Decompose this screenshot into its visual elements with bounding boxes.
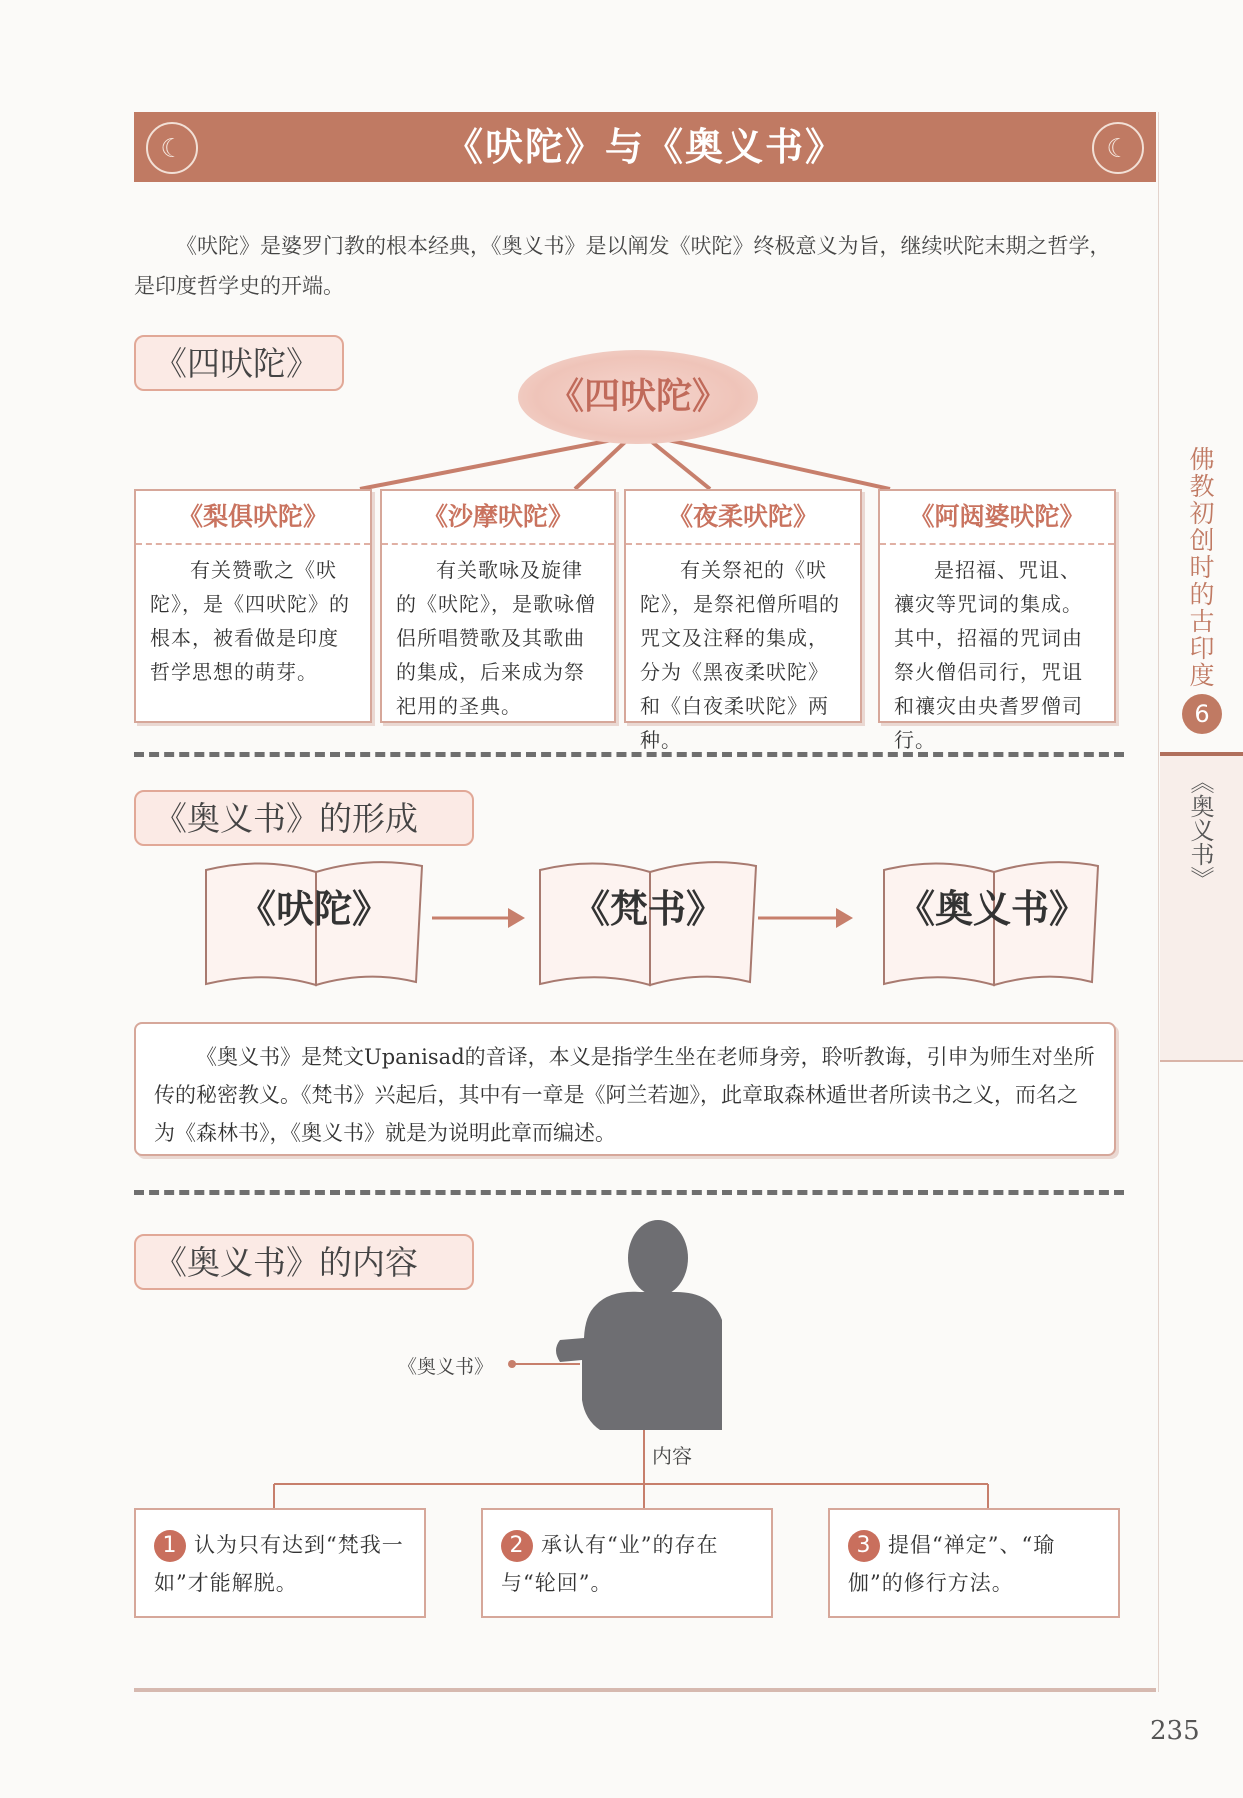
veda-card-yajur [624,489,862,752]
veda-card-sama [380,489,616,723]
book-veda [206,858,422,988]
content-card-text: 承认有“业”的存在与“轮回”。 [501,1533,719,1595]
content-card-2 [481,1508,773,1618]
section-label-four-vedas: 《四吠陀》 [134,335,344,391]
side-chapter-title: 佛教初创时的古印度 [1186,446,1215,689]
lotus-moon-icon: ☾ [146,122,198,174]
four-vedas-center-oval: 《四吠陀》 [518,350,758,444]
arrow-right-icon [836,908,853,928]
veda-card-desc: 有关歌咏及旋律的《吠陀》，是歌咏僧侣所唱赞歌及其歌曲的集成，后来成为祭祀用的圣典。 [396,558,596,718]
lotus-moon-icon: ☾ [1092,122,1144,174]
section-label-contents: 《奥义书》的内容 [134,1234,474,1290]
book-title: 《吠陀》 [237,887,390,931]
content-card-text: 认为只有达到“梵我一如”才能解脱。 [154,1533,404,1595]
reader-silhouette-icon [556,1220,722,1430]
side-section-title: 《奥义书》 [1186,770,1214,890]
banner-title: 《吠陀》与《奥义书》 [444,125,845,169]
content-card-1 [134,1508,426,1618]
connector-line [575,442,625,489]
veda-card-title: 《夜柔吠陀》 [626,491,860,545]
arrow-right-icon [508,908,525,928]
branch-label: 内容 [652,1444,692,1468]
content-card-3 [828,1508,1120,1618]
figure-label: 《奥义书》 [398,1356,494,1378]
book-upanishad [884,858,1100,988]
book-brahmana [540,858,756,988]
number-badge: 3 [848,1530,880,1562]
veda-card-title: 《梨俱吠陀》 [136,491,370,545]
number-badge: 2 [501,1530,533,1562]
pointer-dot-icon [508,1360,516,1368]
footer-line [134,1688,1156,1692]
book-title: 《奥义书》 [896,887,1087,931]
veda-card-rig [134,489,372,723]
section-label-formation: 《奥义书》的形成 [134,790,474,846]
page-number: 235 [1150,1716,1200,1746]
veda-card-title: 《沙摩吠陀》 [382,491,614,545]
section-divider [134,752,1124,757]
veda-card-title: 《阿闼婆吠陀》 [880,491,1114,545]
veda-card-desc: 有关祭祀的《吠陀》，是祭祀僧所唱的咒文及注释的集成，分为《黑夜柔吠陀》和《白夜柔吠陀》两种。 [640,558,840,752]
book-title: 《梵书》 [571,887,724,931]
formation-text-box: 《奥义书》是梵文Upanisad的音译，本义是指学生坐在老师身旁，聆听教诲，引申为师生对坐所传的秘密教义。《梵书》兴起后，其中有一章是《阿兰若迦》，此章取森林遁世者所读书之义，而名之为《森林书》，《奥义书》就是为说明此章而编述。 [134,1022,1116,1156]
section-divider [134,1190,1124,1195]
veda-card-desc: 有关赞歌之《吠陀》，是《四吠陀》的根本，被看做是印度哲学思想的萌芽。 [150,558,350,684]
chapter-number-badge: 6 [1182,694,1222,734]
number-badge: 1 [154,1530,186,1562]
veda-card-atharva [878,489,1116,752]
intro-paragraph: 《吠陀》是婆罗门教的根本经典，《奥义书》是以阐发《吠陀》终极意义为旨，继续吠陀末期之哲学，是印度哲学史的开端。 [134,234,1111,298]
content-card-text: 提倡“禅定”、“瑜伽”的修行方法。 [848,1533,1056,1595]
veda-card-desc: 是招福、咒诅、禳灾等咒词的集成。其中，招福的咒词由祭火僧侣司行，咒诅和禳灾由央耆罗僧司行。 [894,558,1083,752]
connector-line [360,440,612,489]
